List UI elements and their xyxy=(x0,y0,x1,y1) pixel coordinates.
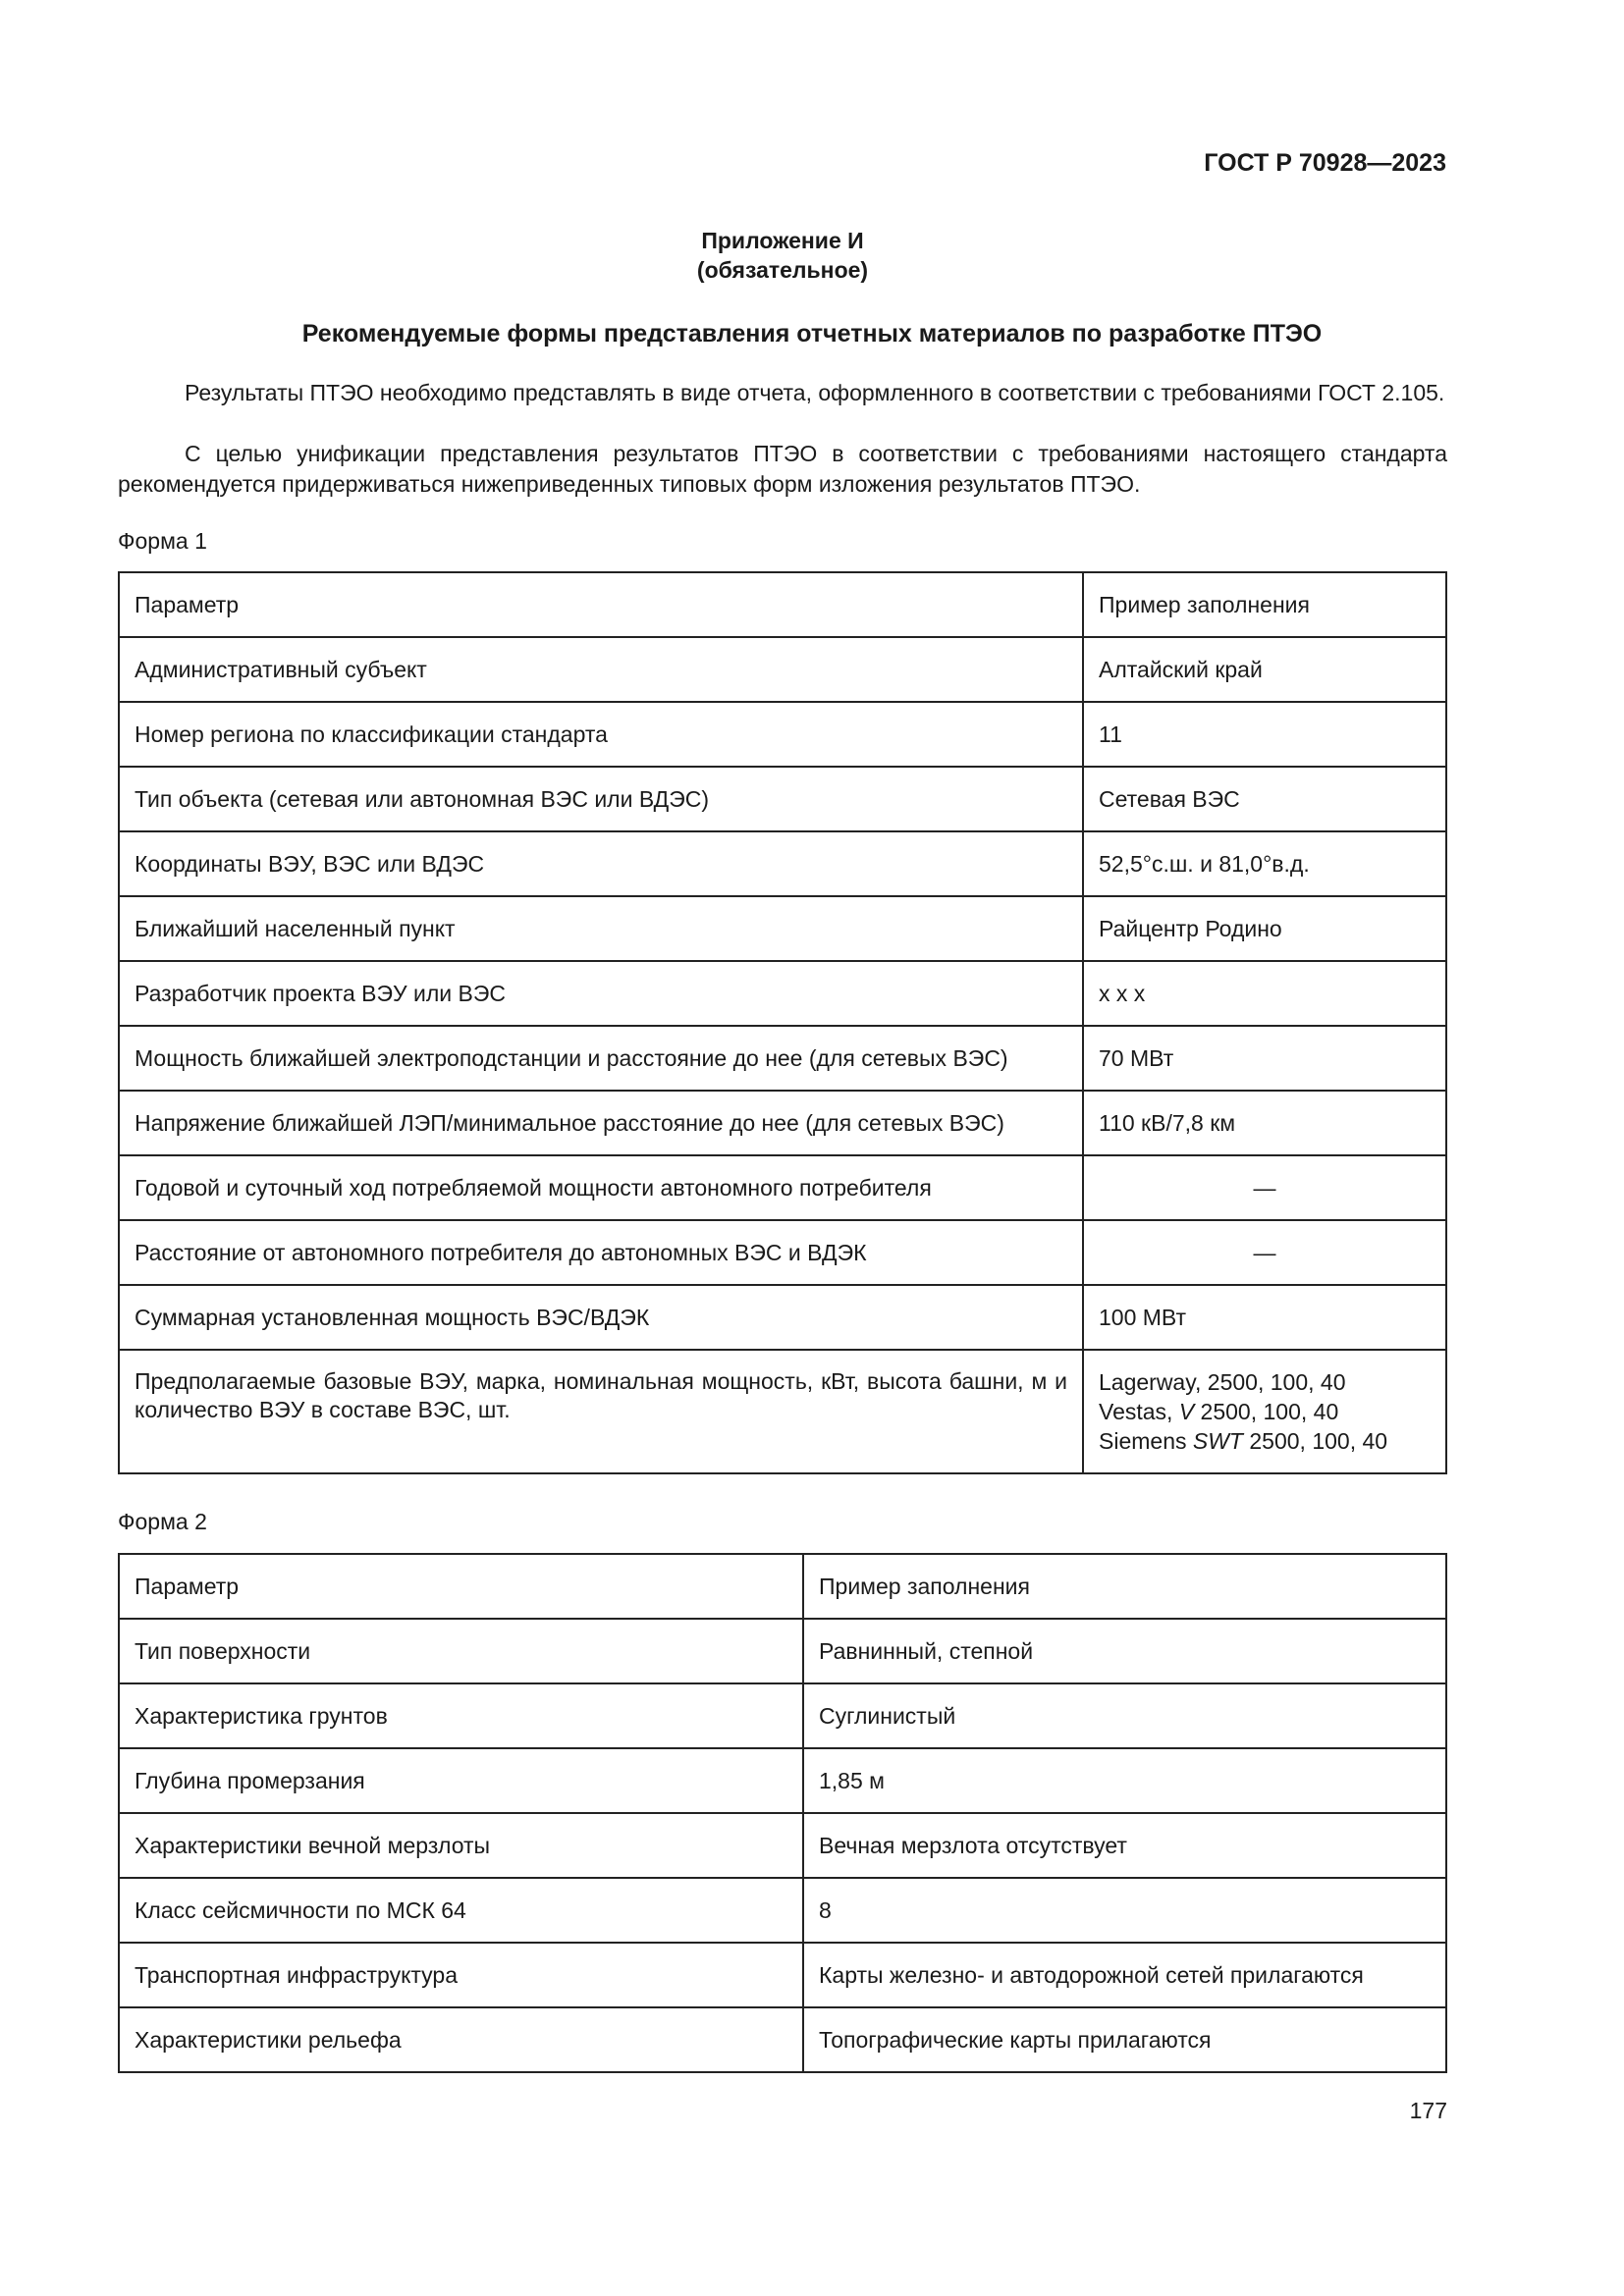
table-row xyxy=(119,637,1446,702)
cell-param: Глубина промерзания xyxy=(119,1748,803,1813)
cell-param: Разработчик проекта ВЭУ или ВЭС xyxy=(119,961,1083,1026)
table-row xyxy=(119,831,1446,896)
cell-example: Карты железно- и автодорожной сетей прилагаются xyxy=(803,1943,1446,2007)
page-number: 177 xyxy=(1409,2098,1447,2123)
table-header-row xyxy=(119,1554,1446,1619)
cell-param: Суммарная установленная мощность ВЭС/ВДЭК xyxy=(119,1285,1083,1350)
cell-example: 11 xyxy=(1083,702,1446,767)
table-row xyxy=(119,1155,1446,1220)
table-header-row xyxy=(119,572,1446,637)
cell-example: 100 МВт xyxy=(1083,1285,1446,1350)
cell-param: Тип объекта (сетевая или автономная ВЭС или ВДЭС) xyxy=(119,767,1083,831)
cell-param: Напряжение ближайшей ЛЭП/минимальное расстояние до нее (для сетевых ВЭС) xyxy=(119,1091,1083,1155)
cell-example: 8 xyxy=(803,1878,1446,1943)
table-row xyxy=(119,767,1446,831)
section-title: Рекомендуемые формы представления отчетных материалов по разработке ПТЭО xyxy=(301,320,1323,347)
cell-example: — xyxy=(1083,1155,1446,1220)
header-param: Параметр xyxy=(119,572,1083,637)
cell-param: Характеристики вечной мерзлоты xyxy=(119,1813,803,1878)
cell-example: 70 МВт xyxy=(1083,1026,1446,1091)
appendix-status: (обязательное) xyxy=(696,257,869,283)
cell-example: Топографические карты прилагаются xyxy=(803,2007,1446,2072)
cell-example: Равнинный, степной xyxy=(803,1619,1446,1683)
cell-example: 110 кВ/7,8 км xyxy=(1083,1091,1446,1155)
turbine-line-3: Siemens SWT 2500, 100, 40 xyxy=(1099,1428,1388,1454)
header-example: Пример заполнения xyxy=(803,1554,1446,1619)
cell-param: Тип поверхности xyxy=(119,1619,803,1683)
cell-example: 52,5°с.ш. и 81,0°в.д. xyxy=(1083,831,1446,896)
cell-param: Мощность ближайшей электроподстанции и расстояние до нее (для сетевых ВЭС) xyxy=(119,1026,1083,1091)
intro-paragraph-1: Результаты ПТЭО необходимо представлять в виде отчета, оформленного в соответствии с требованиями ГОСТ 2.105. xyxy=(185,380,1445,405)
cell-param: Ближайший населенный пункт xyxy=(119,896,1083,961)
table-row xyxy=(119,1350,1446,1473)
table-row xyxy=(119,1878,1446,1943)
table-row xyxy=(119,1285,1446,1350)
header-example: Пример заполнения xyxy=(1083,572,1446,637)
cell-example: х х х xyxy=(1083,961,1446,1026)
table-row xyxy=(119,1943,1446,2007)
cell-example: Сетевая ВЭС xyxy=(1083,767,1446,831)
cell-example: Вечная мерзлота отсутствует xyxy=(803,1813,1446,1878)
cell-example: Суглинистый xyxy=(803,1683,1446,1748)
document-code: ГОСТ Р 70928—2023 xyxy=(1204,149,1446,177)
cell-param: Характеристики рельефа xyxy=(119,2007,803,2072)
cell-example: Райцентр Родино xyxy=(1083,896,1446,961)
cell-param: Координаты ВЭУ, ВЭС или ВДЭС xyxy=(119,831,1083,896)
cell-param: Номер региона по классификации стандарта xyxy=(119,702,1083,767)
cell-example: — xyxy=(1083,1220,1446,1285)
table-row xyxy=(119,1026,1446,1091)
form1-table xyxy=(118,571,1447,1474)
table-row xyxy=(119,1813,1446,1878)
form2-label: Форма 2 xyxy=(118,1509,207,1534)
table-row xyxy=(119,2007,1446,2072)
table-row xyxy=(119,1748,1446,1813)
cell-param: Годовой и суточный ход потребляемой мощности автономного потребителя xyxy=(119,1155,1083,1220)
cell-param: Расстояние от автономного потребителя до автономных ВЭС и ВДЭК xyxy=(119,1220,1083,1285)
header-param: Параметр xyxy=(119,1554,803,1619)
cell-param: Предполагаемые базовые ВЭУ, марка, номинальная мощность, кВт, высота башни, м и количество ВЭУ в составе ВЭС, шт. xyxy=(119,1350,1083,1473)
table-row xyxy=(119,1091,1446,1155)
table-row xyxy=(119,1220,1446,1285)
appendix-heading xyxy=(0,226,1565,285)
cell-param: Административный субъект xyxy=(119,637,1083,702)
cell-param: Характеристика грунтов xyxy=(119,1683,803,1748)
turbine-line-1: Lagerway, 2500, 100, 40 xyxy=(1099,1369,1346,1395)
table-row xyxy=(119,1619,1446,1683)
table-row xyxy=(119,896,1446,961)
cell-param: Класс сейсмичности по МСК 64 xyxy=(119,1878,803,1943)
cell-example xyxy=(1083,1350,1446,1473)
cell-example: 1,85 м xyxy=(803,1748,1446,1813)
turbine-line-2: Vestas, V 2500, 100, 40 xyxy=(1099,1399,1339,1424)
appendix-name: Приложение И xyxy=(701,228,864,253)
cell-example: Алтайский край xyxy=(1083,637,1446,702)
cell-param: Транспортная инфраструктура xyxy=(119,1943,803,2007)
table-row xyxy=(119,702,1446,767)
form1-label: Форма 1 xyxy=(118,528,207,554)
table-row xyxy=(119,1683,1446,1748)
intro-paragraph-2: С целью унификации представления результатов ПТЭО в соответствии с требованиями настоящего стандарта рекомендуется придерживаться нижеприведенных типовых форм изложения результатов ПТЭО. xyxy=(118,441,1447,497)
table-row xyxy=(119,961,1446,1026)
form2-table xyxy=(118,1553,1447,2073)
